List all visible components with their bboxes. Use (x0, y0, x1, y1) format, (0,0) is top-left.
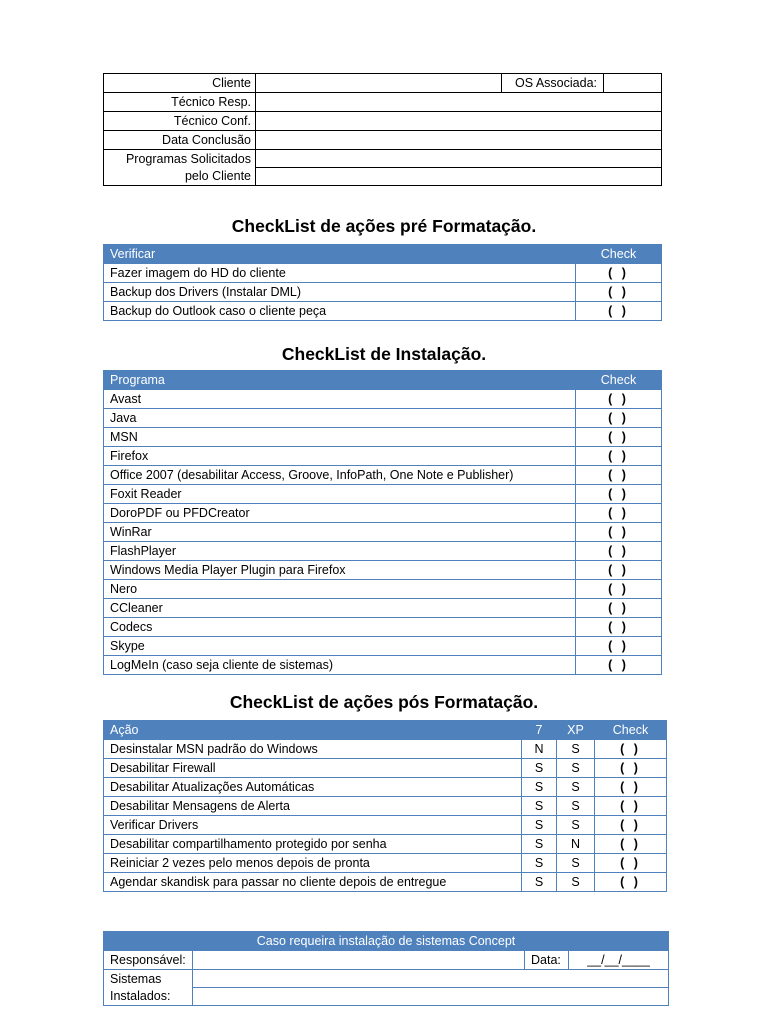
install-row (104, 466, 662, 485)
install-item-label: DoroPDF ou PFDCreator (104, 504, 576, 523)
pos-checkbox[interactable]: ( ) (595, 854, 667, 873)
install-header-item: Programa (104, 371, 576, 390)
install-row (104, 485, 662, 504)
install-row (104, 618, 662, 637)
tecnico-conf-field[interactable] (256, 112, 662, 131)
install-row (104, 447, 662, 466)
pos-checkbox[interactable]: ( ) (595, 797, 667, 816)
install-checkbox[interactable]: ( ) (576, 428, 662, 447)
pos-win7-value: S (522, 873, 557, 892)
pos-checkbox[interactable]: ( ) (595, 778, 667, 797)
pos-win7-value: S (522, 835, 557, 854)
install-title: CheckList de Instalação. (281, 344, 487, 364)
concept-responsavel-row (104, 951, 669, 970)
install-row (104, 637, 662, 656)
pos-action-label: Reiniciar 2 vezes pelo menos depois de pronta (104, 854, 522, 873)
install-table (103, 370, 662, 675)
install-checkbox[interactable]: ( ) (576, 409, 662, 428)
install-row (104, 390, 662, 409)
pos-xp-value: S (557, 740, 595, 759)
pos-xp-value: N (557, 835, 595, 854)
cliente-label: Cliente (104, 74, 256, 93)
pre-header-row (104, 245, 662, 264)
install-header-row (104, 371, 662, 390)
pre-checkbox[interactable]: ( ) (576, 264, 662, 283)
install-item-label: Office 2007 (desabilitar Access, Groove, InfoPath, One Note e Publisher) (104, 466, 576, 485)
install-row (104, 656, 662, 675)
cliente-field[interactable] (256, 74, 502, 93)
pos-win7-value: S (522, 854, 557, 873)
pos-xp-value: S (557, 854, 595, 873)
install-item-label: Avast (104, 390, 576, 409)
install-item-label: FlashPlayer (104, 542, 576, 561)
data-label: Data: (525, 951, 569, 970)
install-checkbox[interactable]: ( ) (576, 390, 662, 409)
pre-row (104, 264, 662, 283)
install-item-label: CCleaner (104, 599, 576, 618)
install-item-label: Windows Media Player Plugin para Firefox (104, 561, 576, 580)
install-checkbox[interactable]: ( ) (576, 637, 662, 656)
pos-checkbox[interactable]: ( ) (595, 816, 667, 835)
pos-win7-value: S (522, 816, 557, 835)
programas-label (104, 150, 256, 186)
pos-row (104, 816, 667, 835)
install-row (104, 580, 662, 599)
install-checkbox[interactable]: ( ) (576, 504, 662, 523)
install-item-label: Codecs (104, 618, 576, 637)
os-associada-label: OS Associada: (502, 74, 604, 93)
pos-action-label: Desabilitar Atualizações Automáticas (104, 778, 522, 797)
pos-header-7: 7 (522, 721, 557, 740)
install-item-label: LogMeIn (caso seja cliente de sistemas) (104, 656, 576, 675)
pos-action-label: Desabilitar compartilhamento protegido por senha (104, 835, 522, 854)
pre-row (104, 302, 662, 321)
install-row (104, 561, 662, 580)
install-item-label: Nero (104, 580, 576, 599)
pos-xp-value: S (557, 759, 595, 778)
install-checkbox[interactable]: ( ) (576, 485, 662, 504)
concept-sistemas-row (104, 970, 669, 1006)
install-checkbox[interactable]: ( ) (576, 523, 662, 542)
install-item-label: Skype (104, 637, 576, 656)
responsavel-field[interactable] (193, 951, 525, 970)
install-checkbox[interactable]: ( ) (576, 580, 662, 599)
pos-row (104, 797, 667, 816)
install-checkbox[interactable]: ( ) (576, 466, 662, 485)
data-conclusao-label: Data Conclusão (104, 131, 256, 150)
sistemas-label-line1: Sistemas (110, 971, 162, 986)
pos-win7-value: N (522, 740, 557, 759)
pos-header-xp: XP (557, 721, 595, 740)
pre-header-item: Verificar (104, 245, 576, 264)
concept-header-row (104, 932, 669, 951)
install-item-label: MSN (104, 428, 576, 447)
install-checkbox[interactable]: ( ) (576, 447, 662, 466)
pre-item-label: Backup do Outlook caso o cliente peça (104, 302, 576, 321)
tecnico-resp-field[interactable] (256, 93, 662, 112)
install-row (104, 599, 662, 618)
responsavel-label: Responsável: (104, 951, 193, 970)
pre-item-label: Backup dos Drivers (Instalar DML) (104, 283, 576, 302)
pre-row (104, 283, 662, 302)
pre-checkbox[interactable]: ( ) (576, 283, 662, 302)
pos-xp-value: S (557, 797, 595, 816)
programas-label-line1: Programas Solicitados (125, 151, 251, 166)
install-header-check: Check (576, 371, 662, 390)
pos-row (104, 854, 667, 873)
pre-item-label: Fazer imagem do HD do cliente (104, 264, 576, 283)
pos-action-label: Desabilitar Mensagens de Alerta (104, 797, 522, 816)
install-row (104, 542, 662, 561)
programas-field[interactable] (256, 150, 662, 186)
pre-format-table (103, 244, 662, 321)
pos-row (104, 835, 667, 854)
pos-win7-value: S (522, 778, 557, 797)
pos-xp-value: S (557, 873, 595, 892)
os-associada-field[interactable] (604, 74, 662, 93)
install-row (104, 504, 662, 523)
pos-win7-value: S (522, 797, 557, 816)
pre-checkbox[interactable]: ( ) (576, 302, 662, 321)
tecnico-conf-label: Técnico Conf. (104, 112, 256, 131)
pos-checkbox[interactable]: ( ) (595, 873, 667, 892)
install-row (104, 428, 662, 447)
sistemas-label (104, 970, 193, 1006)
install-row (104, 523, 662, 542)
pos-row (104, 778, 667, 797)
install-item-label: Java (104, 409, 576, 428)
pos-action-label: Agendar skandisk para passar no cliente depois de entregue (104, 873, 522, 892)
pos-header-item: Ação (104, 721, 522, 740)
sistemas-field[interactable] (193, 970, 669, 1006)
pos-action-label: Desinstalar MSN padrão do Windows (104, 740, 522, 759)
tecnico-resp-label: Técnico Resp. (104, 93, 256, 112)
tecnico-conf-row (104, 112, 662, 131)
install-item-label: WinRar (104, 523, 576, 542)
concept-title: Caso requeira instalação de sistemas Concept (104, 932, 669, 951)
sistemas-label-line2: Instalados: (110, 988, 171, 1003)
pos-action-label: Desabilitar Firewall (104, 759, 522, 778)
data-field[interactable]: __/__/____ (569, 951, 669, 970)
data-conclusao-row (104, 131, 662, 150)
install-checkbox[interactable]: ( ) (576, 561, 662, 580)
install-item-label: Firefox (104, 447, 576, 466)
install-checkbox[interactable]: ( ) (576, 656, 662, 675)
pos-checkbox[interactable]: ( ) (595, 759, 667, 778)
pos-row (104, 740, 667, 759)
pos-row (104, 873, 667, 892)
pos-row (104, 759, 667, 778)
install-checkbox[interactable]: ( ) (576, 599, 662, 618)
install-checkbox[interactable]: ( ) (576, 618, 662, 637)
pos-xp-value: S (557, 778, 595, 797)
client-row (104, 74, 662, 93)
client-info-table (103, 73, 662, 186)
post-format-title: CheckList de ações pós Formatação. (229, 692, 539, 712)
pos-checkbox[interactable]: ( ) (595, 740, 667, 759)
concept-table (103, 931, 669, 1006)
pos-header-check: Check (595, 721, 667, 740)
pos-win7-value: S (522, 759, 557, 778)
pre-format-title: CheckList de ações pré Formatação. (231, 216, 537, 236)
pos-header-row (104, 721, 667, 740)
post-format-table (103, 720, 667, 892)
pos-checkbox[interactable]: ( ) (595, 835, 667, 854)
programas-label-line2: pelo Cliente (184, 168, 251, 183)
data-conclusao-field[interactable] (256, 131, 662, 150)
install-item-label: Foxit Reader (104, 485, 576, 504)
tecnico-resp-row (104, 93, 662, 112)
pre-header-check: Check (576, 245, 662, 264)
programas-row (104, 150, 662, 186)
pos-xp-value: S (557, 816, 595, 835)
install-row (104, 409, 662, 428)
pos-action-label: Verificar Drivers (104, 816, 522, 835)
install-checkbox[interactable]: ( ) (576, 542, 662, 561)
